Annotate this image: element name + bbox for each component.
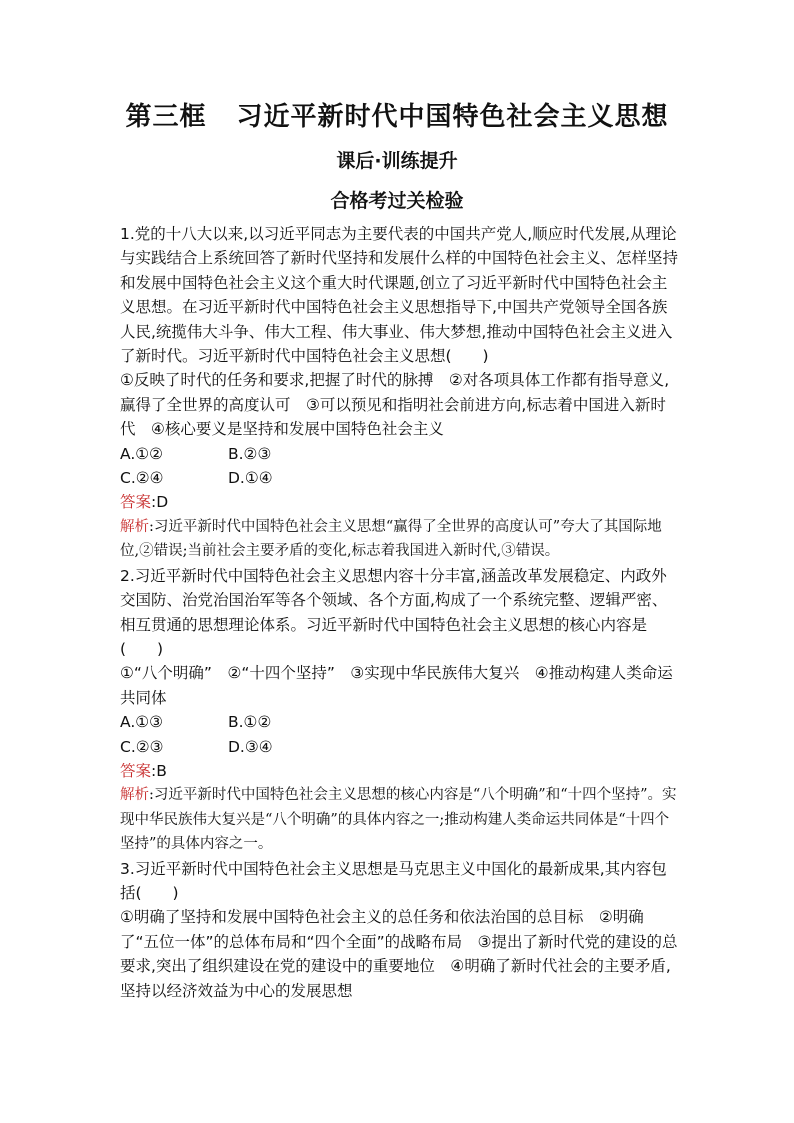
- question-2-options-row-1: [120, 710, 680, 734]
- question-list: [120, 222, 680, 1003]
- question-1-answer: [120, 490, 680, 514]
- option-b: B.②③: [228, 444, 272, 463]
- question-2-answer: [120, 759, 680, 783]
- question-2-bracket: ( ): [120, 639, 164, 658]
- section-heading: 合格考过关检验: [330, 190, 464, 212]
- question-1-options-row-2: [120, 466, 680, 490]
- question-1-items: ①反映了时代的任务和要求,把握了时代的脉搏 ②对各项具体工作都有指导意义,赢得了全世界的高度认可 ③可以预见和指明社会前进方向,标志着中国进入新时代 ④核心要义是坚持和发展中国特色社会主义: [120, 371, 670, 439]
- question-1-stem: 1.党的十八大以来,以习近平同志为主要代表的中国共产党人,顺应时代发展,从理论与实践结合上系统回答了新时代坚持和发展什么样的中国特色社会主义、怎样坚持和发展中国特色社会主义这个重大时代课题,创立了习近平新时代中国特色社会主义思想。在习近平新时代中国特色社会主义思想指导下,中国共产党领导全国各族人民,统揽伟大斗争、伟大工程、伟大事业、伟大梦想,推动中国特色社会主义进入了新时代。习近平新时代中国特色社会主义思想( ): [120, 225, 679, 366]
- question-3-stem: 3.习近平新时代中国特色社会主义思想是马克思主义中国化的最新成果,其内容包括( ): [120, 859, 667, 902]
- answer-value: :B: [151, 761, 167, 780]
- question-3-items: ①明确了坚持和发展中国特色社会主义的总任务和依法治国的总目标 ②明确了“五位一体”的总体布局和“四个全面”的战略布局 ③提出了新时代党的建设的总要求,突出了组织建设在党的建设中的重要地位 ④明确了新时代社会的主要矛盾,坚持以经济效益为中心的发展思想: [120, 908, 678, 1000]
- option-c: C.②③: [120, 737, 164, 756]
- answer-label: 答案: [120, 761, 152, 780]
- option-d: D.③④: [228, 737, 273, 756]
- question-1-options-row-1: [120, 442, 680, 466]
- option-a: A.①③: [120, 713, 164, 732]
- explanation-text: :习近平新时代中国特色社会主义思想的核心内容是“八个明确”和“十四个坚持”。实现中华民族伟大复兴是“八个明确”的具体内容之一;推动构建人类命运共同体是“十四个坚持”的具体内容之一。: [120, 787, 677, 853]
- question-2-stem: 2.习近平新时代中国特色社会主义思想内容十分丰富,涵盖改革发展稳定、内政外交国防、治党治国治军等各个领域、各个方面,构成了一个系统完整、逻辑严密、相互贯通的思想理论体系。习近平新时代中国特色社会主义思想的核心内容是: [120, 566, 668, 634]
- question-1-explanation: [120, 515, 680, 564]
- explanation-label: 解析: [120, 518, 149, 535]
- option-d: D.①④: [228, 469, 273, 488]
- question-2-explanation: [120, 783, 680, 856]
- question-2-items: ①“八个明确” ②“十四个坚持” ③实现中华民族伟大复兴 ④推动构建人类命运共同体: [120, 664, 673, 707]
- answer-value: :D: [151, 493, 169, 512]
- explanation-label: 解析: [120, 787, 149, 804]
- page-title: [0, 97, 794, 137]
- title-topic: 习近平新时代中国特色社会主义思想: [236, 102, 669, 132]
- option-c: C.②④: [120, 469, 164, 488]
- option-b: B.①②: [228, 713, 272, 732]
- title-frame-label: 第三框: [125, 102, 207, 132]
- explanation-text: :习近平新时代中国特色社会主义思想“赢得了全世界的高度认可”夸大了其国际地位,②错误;当前社会主要矛盾的变化,标志着我国进入新时代,③错误。: [120, 518, 662, 560]
- option-a: A.①②: [120, 444, 164, 463]
- question-2-options-row-2: [120, 735, 680, 759]
- answer-label: 答案: [120, 493, 152, 512]
- page-subtitle: 课后·训练提升: [336, 150, 458, 172]
